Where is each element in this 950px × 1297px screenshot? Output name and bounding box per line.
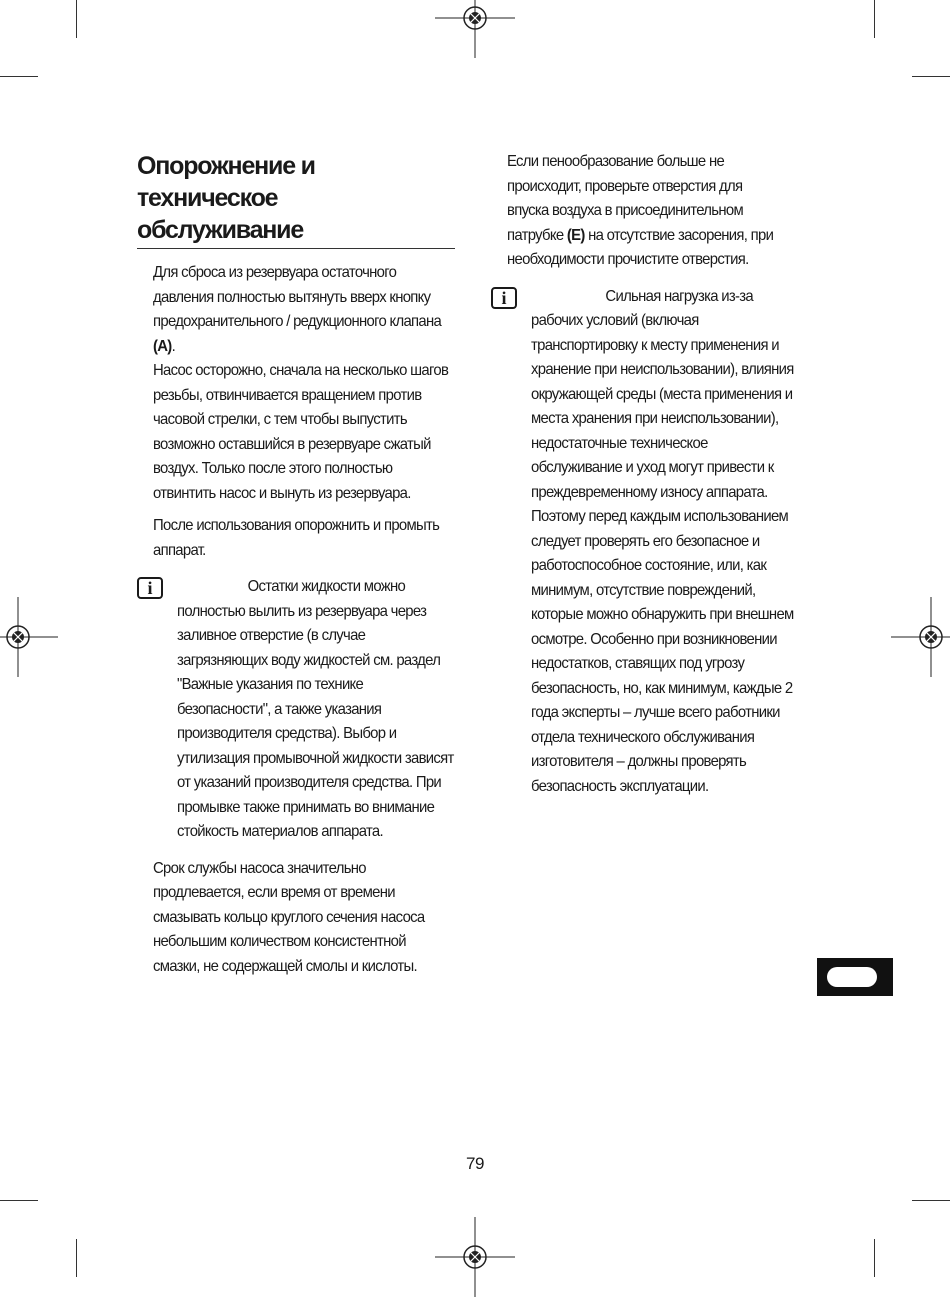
- crop-mark: [0, 76, 38, 77]
- paragraph-text: Для сброса из резервуара остаточного давления полностью вытянуть вверх кнопку предохранительного / редукционного клапана: [153, 264, 442, 330]
- reference-a: (А): [153, 337, 172, 355]
- crop-mark: [76, 1239, 77, 1277]
- crop-mark: [76, 0, 77, 38]
- left-body: [137, 261, 455, 563]
- paragraph-end: .: [171, 337, 176, 355]
- registration-mark-left: [0, 597, 58, 677]
- note-text: [177, 575, 456, 845]
- registration-mark-top: [435, 0, 515, 58]
- info-note-left: [137, 575, 455, 845]
- right-column: [501, 150, 807, 799]
- registration-mark-right: [891, 597, 950, 677]
- crop-mark: [874, 0, 875, 38]
- registration-mark-bottom: [435, 1217, 515, 1297]
- crop-mark: [912, 76, 950, 77]
- crop-mark: [912, 1200, 950, 1201]
- info-icon: i: [137, 577, 163, 599]
- reference-e: (E): [566, 226, 585, 244]
- note-text: [531, 285, 801, 800]
- section-title-line-1: Опорожнение и техническое: [137, 152, 315, 212]
- left-body-bottom: [137, 857, 455, 980]
- section-title-line-2: обслуживание: [137, 216, 304, 244]
- paragraph-pressure-release: [153, 261, 451, 359]
- paragraph-lubrication: Срок службы насоса значительно продлевается, если время от времени смазывать кольцо круглого сечения насоса небольшим количеством консистентной смазки, не содержащей смолы и кислоты.: [153, 859, 425, 975]
- language-tab-pill: [827, 967, 877, 987]
- language-tab: [817, 958, 893, 996]
- paragraph-rinse: После использования опорожнить и промыть аппарат.: [153, 517, 440, 559]
- paragraph-foaming: [507, 150, 786, 273]
- page-number: 79: [466, 1154, 484, 1173]
- note-body: Остатки жидкости можно полностью вылить из резервуара через заливное отверстие (в случае загрязняющих воду жидкостей см. раздел "Важные указания по технике безопасности", а также указания производителя средства). Выбор и утилизация промывочной жидкости зависят от указаний производителя средства. При промывке также принимать во внимание стойкость материалов аппарата.: [177, 578, 454, 840]
- paragraph-end: на отсутствие засорения, при необходимости прочистите отверстия.: [507, 226, 774, 268]
- paragraph-unscrew-pump: Насос осторожно, сначала на несколько шагов резьбы, отвинчивается вращением против часовой стрелки, с тем чтобы выпустить возможно оставшийся в резервуаре сжатый воздух. Только после этого полностью отвинтить насос и вынуть из резервуара.: [153, 362, 449, 502]
- paragraph-text: Если пенообразование больше не происходит, проверьте отверстия для впуска воздуха в присоединительном патрубке: [507, 153, 743, 244]
- crop-mark: [0, 1200, 38, 1201]
- left-column: [137, 150, 455, 979]
- note-body: Сильная нагрузка из-за рабочих условий (включая транспортировку к месту применения и хранение при неиспользовании), влияния окружающей среды (места применения и места хранения при неиспользовании), недостаточные техническое обслуживание и уход могут привести к преждевременному износу аппарата. Поэтому перед каждым использованием следует проверять его безопасное и работоспособное состояние, или, как минимум, отсутствие повреждений, которые можно обнаружить при внешнем осмотре. Особенно при возникновении недостатков, ставящих под угрозу безопасность, но, как минимум, каждые 2 года эксперты – лучше всего работники отдела технического обслуживания изготовителя – должны проверять безопасность эксплуатации.: [531, 287, 794, 795]
- info-note-right: [491, 285, 807, 800]
- info-icon: i: [491, 287, 517, 309]
- crop-mark: [874, 1239, 875, 1277]
- section-title: [137, 150, 455, 249]
